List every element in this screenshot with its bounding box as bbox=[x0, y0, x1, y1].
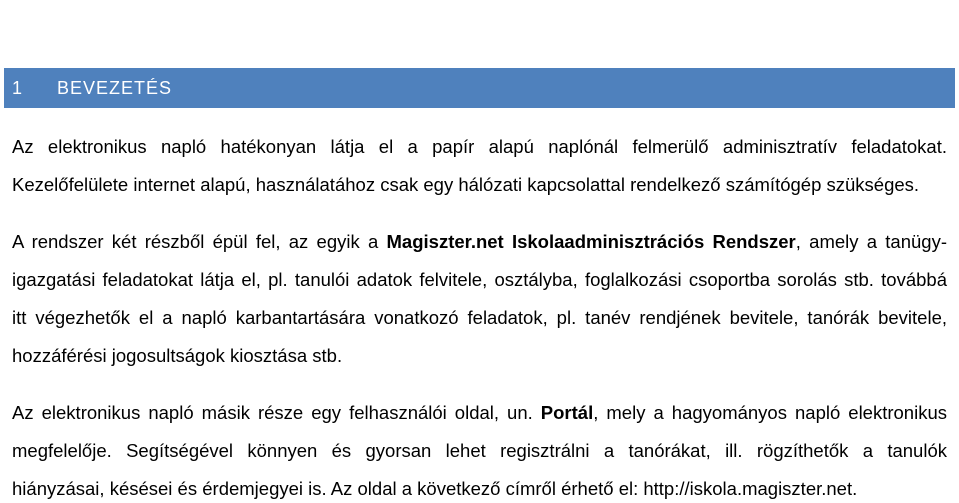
text-line bbox=[12, 229, 947, 255]
text-line: Az elektronikus napló hatékonyan látja el a papír alapú naplónál felmerülő adminisztratív feladatokat. bbox=[12, 136, 947, 157]
text-line: Kezelőfelülete internet alapú, használatához csak egy hálózati kapcsolattal rendelkező számítógép szükséges. bbox=[12, 174, 920, 195]
text-line: hiányzásai, késései és érdemjegyei is. Az oldal a következő címről érhető el: http://iskola.magiszter.net. bbox=[12, 478, 858, 499]
section-title: BEVEZETÉS bbox=[57, 78, 173, 98]
section-number: 1 bbox=[12, 78, 24, 98]
text-line: igazgatási feladatokat látja el, pl. tanulói adatok felvitele, osztályba, foglalkozási csoportba sorolás stb. továbbá bbox=[12, 269, 947, 290]
bold-term-system-name: Magiszter.net Iskolaadminisztrációs Rendszer bbox=[386, 231, 796, 252]
section-body bbox=[12, 134, 947, 502]
bold-term-portal: Portál bbox=[540, 402, 594, 423]
text-line bbox=[12, 400, 947, 426]
paragraph-intro bbox=[12, 134, 947, 198]
text-line: hozzáférési jogosultságok kiosztása stb. bbox=[12, 345, 343, 366]
text-run: , mely a hagyományos napló elektronikus bbox=[593, 402, 947, 423]
text-run: Az elektronikus napló másik része egy felhasználói oldal, un. bbox=[12, 402, 541, 423]
paragraph-system-parts bbox=[12, 229, 947, 369]
text-line: itt végezhetők el a napló karbantartására vonatkozó feladatok, pl. tanév rendjének bevitele, tanórák bevitele, bbox=[12, 307, 947, 328]
paragraph-portal bbox=[12, 400, 947, 502]
text-run: , amely a tanügy- bbox=[795, 231, 947, 252]
text-run: A rendszer két részből épül fel, az egyik a bbox=[12, 231, 387, 252]
text-line: megfelelője. Segítségével könnyen és gyorsan lehet regisztrálni a tanórákat, ill. rögzíthetők a tanulók bbox=[12, 440, 947, 461]
section-heading-bar bbox=[4, 68, 955, 108]
